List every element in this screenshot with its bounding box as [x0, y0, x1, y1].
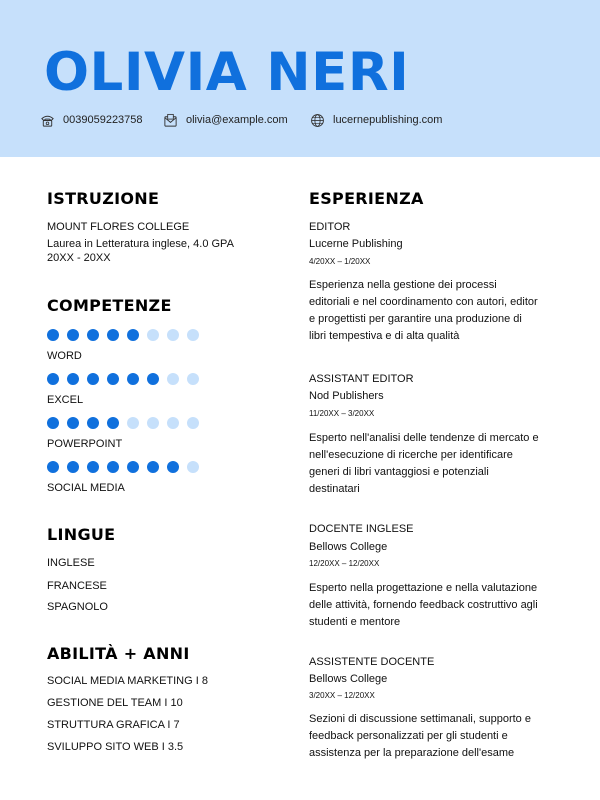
abilities-heading: ABILITÀ + ANNI	[47, 644, 190, 663]
phone-contact	[40, 112, 143, 128]
job-company: Bellows College	[309, 673, 388, 685]
education-school: MOUNT FLORES COLLEGE	[47, 221, 190, 233]
education-years: 20XX - 20XX	[47, 252, 111, 264]
skill-label: POWERPOINT	[47, 438, 123, 450]
skills-heading: COMPETENZE	[47, 296, 172, 315]
email-address: olivia@example.com	[186, 114, 288, 126]
rating-dot-filled	[87, 373, 99, 385]
rating-dot-empty	[187, 373, 199, 385]
rating-dot-filled	[147, 461, 159, 473]
rating-dot-filled	[87, 329, 99, 341]
rating-dot-empty	[167, 329, 179, 341]
rating-dot-filled	[107, 329, 119, 341]
rating-dot-filled	[127, 329, 139, 341]
ability-item: STRUTTURA GRAFICA I 7	[47, 719, 180, 731]
education-heading: ISTRUZIONE	[47, 189, 160, 208]
job-description: Esperienza nella gestione dei processi editoriali e nel coordinamento con autori, editor e progettisti per garantire una produzione di libri tempestiva e di alta qualità	[309, 279, 538, 342]
language-item: INGLESE	[47, 557, 95, 569]
email-icon	[163, 113, 178, 128]
rating-dot-empty	[187, 461, 199, 473]
education-degree: Laurea in Letteratura inglese, 4.0 GPA	[47, 238, 234, 250]
phone-icon	[40, 113, 55, 128]
skill-rating	[47, 373, 199, 385]
rating-dot-filled	[47, 461, 59, 473]
rating-dot-filled	[87, 461, 99, 473]
rating-dot-filled	[67, 461, 79, 473]
rating-dot-filled	[147, 373, 159, 385]
globe-icon	[310, 113, 325, 128]
rating-dot-filled	[67, 417, 79, 429]
rating-dot-empty	[187, 417, 199, 429]
rating-dot-empty	[147, 329, 159, 341]
job-title: ASSISTENTE DOCENTE	[309, 656, 435, 668]
job-dates: 3/20XX – 12/20XX	[309, 691, 375, 700]
skill-label: EXCEL	[47, 394, 84, 406]
job-dates: 11/20XX – 3/20XX	[309, 409, 375, 418]
rating-dot-empty	[167, 373, 179, 385]
rating-dot-filled	[47, 373, 59, 385]
rating-dot-filled	[107, 373, 119, 385]
website-url: lucernepublishing.com	[333, 114, 443, 126]
skill-rating	[47, 329, 199, 341]
job-company: Lucerne Publishing	[309, 238, 403, 250]
job-company: Nod Publishers	[309, 390, 384, 402]
rating-dot-filled	[107, 417, 119, 429]
rating-dot-filled	[87, 417, 99, 429]
rating-dot-filled	[127, 373, 139, 385]
languages-heading: LINGUE	[47, 525, 116, 544]
job-title: ASSISTANT EDITOR	[309, 373, 414, 385]
ability-item: SVILUPPO SITO WEB I 3.5	[47, 741, 184, 753]
candidate-name: OLIVIA NERI	[44, 42, 410, 103]
language-item: FRANCESE	[47, 580, 107, 592]
skill-label: WORD	[47, 350, 82, 362]
rating-dot-empty	[167, 417, 179, 429]
rating-dot-filled	[47, 329, 59, 341]
rating-dot-filled	[127, 461, 139, 473]
job-dates: 4/20XX – 1/20XX	[309, 257, 371, 266]
job-description: Esperto nella progettazione e nella valutazione delle attività, fornendo feedback costruttivo agli studenti e mentore	[309, 582, 538, 628]
skill-label: SOCIAL MEDIA	[47, 482, 125, 494]
language-item: SPAGNOLO	[47, 601, 108, 613]
rating-dot-empty	[147, 417, 159, 429]
rating-dot-filled	[67, 373, 79, 385]
rating-dot-filled	[107, 461, 119, 473]
job-company: Bellows College	[309, 541, 388, 553]
rating-dot-empty	[127, 417, 139, 429]
header-banner	[0, 0, 600, 157]
job-description: Esperto nell'analisi delle tendenze di mercato e nell'esecuzione di ricerche per identificare generi di libri vantaggiosi e potenziali destinatari	[309, 432, 539, 495]
ability-item: GESTIONE DEL TEAM I 10	[47, 697, 183, 709]
email-contact	[163, 112, 288, 128]
rating-dot-filled	[47, 417, 59, 429]
rating-dot-filled	[67, 329, 79, 341]
experience-heading: ESPERIENZA	[309, 189, 424, 208]
rating-dot-empty	[187, 329, 199, 341]
phone-number: 0039059223758	[63, 114, 143, 126]
ability-item: SOCIAL MEDIA MARKETING I 8	[47, 675, 208, 687]
job-description: Sezioni di discussione settimanali, supporto e feedback personalizzati per gli studenti e assistenza per la preparazione dell'esame	[309, 713, 531, 759]
rating-dot-filled	[167, 461, 179, 473]
website-contact	[310, 112, 442, 128]
job-title: DOCENTE INGLESE	[309, 523, 414, 535]
job-dates: 12/20XX – 12/20XX	[309, 559, 380, 568]
skill-rating	[47, 417, 199, 429]
job-title: EDITOR	[309, 221, 351, 233]
skill-rating	[47, 461, 199, 473]
